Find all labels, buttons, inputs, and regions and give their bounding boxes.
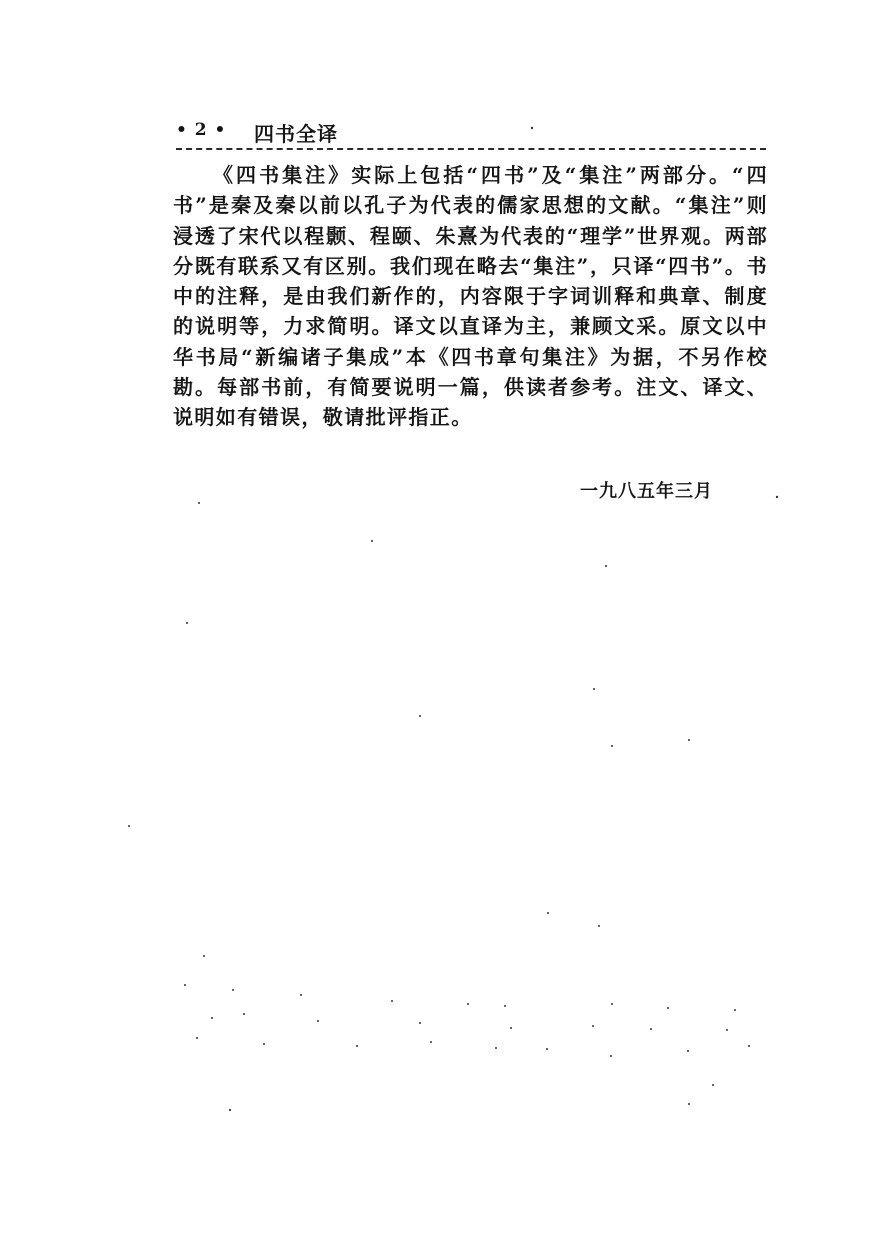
page-header [176,118,766,152]
date-signature: 一九八五年三月 [580,481,713,502]
running-title: 四书全译 [254,122,338,146]
header-rule [176,148,766,150]
page-number: • 2 • [176,120,227,140]
body-paragraph: 《四书集注》实际上包括“四书”及“集注”两部分。“四书”是秦及秦以前以孔子为代表的儒家思想的文献。“集注”则浸透了宋代以程颢、程颐、朱熹为代表的“理学”世界观。两部分既有联系又有区别。我们现在略去“集注”，只译“四书”。书中的注释，是由我们新作的，内容限于字词训释和典章、制度的说明等，力求简明。译文以直译为主，兼顾文采。原文以中华书局“新编诸子集成”本《四书章句集注》为据，不另作校勘。每部书前，有简要说明一篇，供读者参考。注文、译文、说明如有错误，敬请批评指正。 [173,163,768,430]
